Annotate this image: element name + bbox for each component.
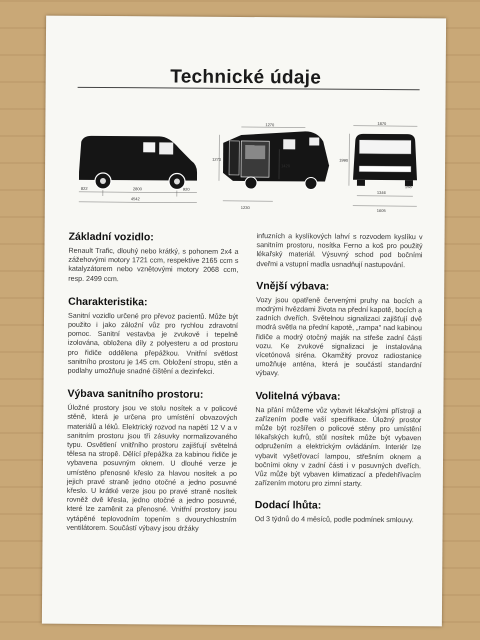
section-equipment-continued	[256, 232, 422, 270]
dim-label: 1230	[240, 204, 250, 211]
dim-label: 2800	[132, 186, 142, 192]
section-heading: Výbava sanitního prostoru:	[67, 388, 204, 401]
section-delivery-time	[255, 500, 421, 526]
dim-label: 1870	[377, 120, 387, 126]
dim-label: 1605	[376, 207, 386, 213]
section-heading: Charakteristika:	[68, 295, 148, 309]
section-text: infuzních a kyslíkových lahví s rozvodem kyslíku v sanitním prostoru, nosítka Ferno a koš pro použitý lékařský materiál. Výsuvný schod pod bočními dveřmi a vstupní madla usnadňují nastupování.	[256, 232, 423, 269]
document-sheet	[42, 16, 446, 627]
dim-label: 1346	[376, 189, 386, 195]
section-text: Od 3 týdnů do 4 měsíců, podle podmínek smlouvy.	[254, 515, 414, 525]
dim-label: 4542	[130, 196, 140, 202]
section-text: Úložné prostory jsou ve stolu nosítek a v policové stěně, která je určena pro umístění obvazových materiálů a léků. Elektrický rozvod na napětí 12 V a v sanitním prostoru jsou tři zásuvky normalizovaného typu. Osvětlení vnitřního prostoru zajišťují světelná tělesa na stropě. Dělící přepážka za kabinou řidiče je vybavena posuvným oknem. U dlouhé verze je umístěno přenosné křeslo za hlavou nosítek a po jejich pravé straně jedno otočné a jedno posuvné křeslo. U krátké verze jsou po pravé straně nosítek rovněž dvě křesla, jedno otočné a jedno posuvné, které lze zaměnit za přenosné. Vnitřní prostory jsou vytápěné teplovodním topením s dvourychlostním ventilátorem. Součástí výbavy jsou držáky	[66, 404, 238, 533]
left-column	[66, 231, 238, 546]
section-text: Vozy jsou opatřeně červenými pruhy na bocích a modrými hvězdami života na přední kapotě, bocích a zadních dveřích. Světelnou signalizaci zajišťují dvě modrá světla na přední kapotě, „rampa" nad kabinou řidiče a modrý otočný maják na střeše zadní části vozu. Ke zvukové signalizaci je instalována vícetónová siréna. Okamžitý provoz radiostanice umožňuje anténa, která je součástí standardní výbavy.	[255, 295, 423, 378]
rear-open-view-drawing	[219, 127, 330, 202]
section-text: Sanitní vozidlo určené pro převoz pacientů. Může být použito i jako záloźní vůz pro rychlou zdravotní pomoc. Sanitní vestavba je zvukově i tepelně izolována, obložena díly z polyesteru a od prostoru pro řidiče oddělena přepážkou. Vnitřní světlost sanitního prostoru je 145 cm. Obložení stropu, stěn a podlahy umožňuje snadné čištění a dezinfekci.	[67, 311, 239, 376]
dim-label: 1270	[265, 122, 275, 128]
section-base-vehicle	[68, 231, 238, 285]
section-text: Na přání můžeme vůz vybavit lékařskými přístroji a zařízením podle vaší specifikace. Úložný prostor může být rozšířen o policové stěny pro umístění lékařských kufrů, stůl nosítek může být vybaven odpružením a elektrickým ovládáním. Interiér lze vybavit vyšetřovací lampou, střešním oknem a bočními okny v zadní části i v posuvných dveřích. Vůz může být vybaven klimatizací a předehřívacím zařízením motoru pro zimní starty.	[254, 405, 422, 489]
section-heading: Vnější výbava:	[256, 279, 330, 293]
section-ambulance-equipment	[67, 388, 238, 534]
side-view-drawing	[79, 136, 197, 203]
dim-label: 920	[182, 186, 190, 192]
section-characteristics	[68, 296, 239, 378]
dim-label: 822	[80, 185, 88, 191]
vehicle-drawings	[73, 120, 426, 222]
right-column	[255, 232, 423, 537]
section-heading: Volitelná výbava:	[255, 389, 341, 403]
dim-label: 1990	[339, 157, 349, 163]
section-text: Renault Trafic, dlouhý nebo krátký, s pohonem 2x4 a zážehovými motory 1721 ccm, respektive 2165 ccm s katalyzátorem nebo vznětovými motory 2068 ccm, resp. 2499 ccm.	[68, 246, 239, 283]
section-heading: Dodací lhůta:	[254, 499, 322, 513]
section-optional-equipment	[255, 390, 422, 490]
page-title: Technické údaje	[170, 66, 322, 89]
dim-label: 1273	[212, 156, 222, 162]
dim-label: 158	[404, 184, 412, 190]
section-exterior-equipment	[256, 280, 423, 380]
dim-label: 1420	[281, 163, 291, 169]
section-heading: Základní vozidlo:	[68, 230, 154, 244]
